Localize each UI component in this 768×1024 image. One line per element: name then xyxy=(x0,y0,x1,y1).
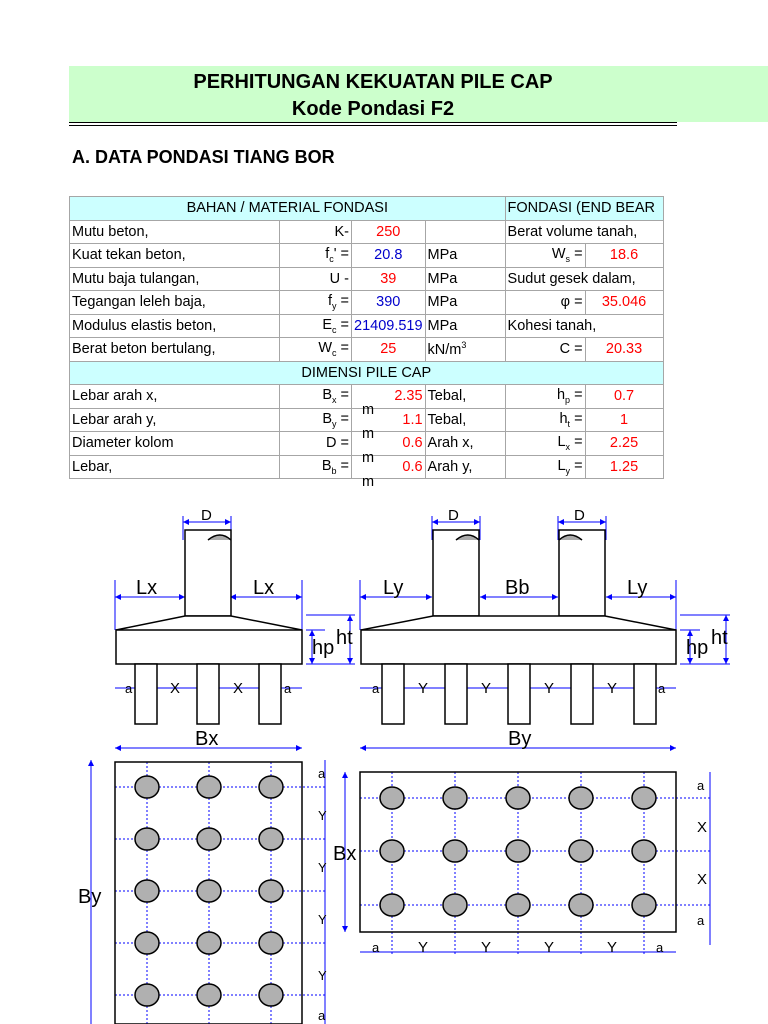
label-bb: Bb xyxy=(505,577,530,599)
label-bx: Bx xyxy=(333,843,357,865)
pile-circle xyxy=(259,984,283,1006)
title-rule-bottom xyxy=(69,125,677,126)
label-ly: Ly xyxy=(383,577,404,599)
label-ly: Ly xyxy=(627,577,648,599)
label-d: D xyxy=(201,507,212,524)
cell-unit: MPa xyxy=(425,291,505,315)
label-x: X xyxy=(170,680,181,697)
cell-value: 0.6 xyxy=(352,432,426,456)
cell-label: Arah y, xyxy=(425,455,505,479)
cell-symbol: D = xyxy=(280,432,352,456)
cell-unit: m xyxy=(362,474,375,490)
pile-circle xyxy=(135,776,159,798)
cell-value: 1.1 xyxy=(352,408,426,432)
label-a: a xyxy=(372,681,380,696)
cell-value: 35.046 xyxy=(585,291,663,315)
cell-value: 0.7 xyxy=(585,385,663,409)
label-by: By xyxy=(508,728,532,750)
pile-circle xyxy=(135,984,159,1006)
label-y: Y xyxy=(481,680,492,697)
cell-symbol: $B_y$ = xyxy=(280,408,352,432)
label-a: a xyxy=(318,1008,326,1023)
title-rule-top xyxy=(69,122,677,123)
pile-circle xyxy=(443,894,467,916)
pile-circle xyxy=(197,932,221,954)
cell-unit: MPa xyxy=(425,314,505,338)
table-row xyxy=(70,267,664,291)
cell-label: Lebar, xyxy=(70,455,280,479)
cell-label: Tebal, xyxy=(425,408,505,432)
cell-label: Lebar arah y, xyxy=(70,408,280,432)
pile-circle xyxy=(259,828,283,850)
dimension-header: DIMENSI PILE CAP xyxy=(70,361,664,385)
cell-value: 0.6 xyxy=(352,455,426,479)
cell-unit: m xyxy=(362,426,375,442)
cell-unit: $kN/m^3$ xyxy=(425,338,505,362)
label-y: Y xyxy=(318,968,327,983)
page-title: PERHITUNGAN KEKUATAN PILE CAP xyxy=(193,71,553,93)
page-subtitle: Kode Pondasi F2 xyxy=(291,98,455,120)
label-y: Y xyxy=(418,939,429,956)
unit-column xyxy=(362,398,374,494)
cell-label: Mutu beton, xyxy=(70,220,280,244)
pile-circle xyxy=(135,828,159,850)
label-a: a xyxy=(284,681,292,696)
pile-circle xyxy=(443,787,467,809)
cell-symbol: K- xyxy=(280,220,352,244)
cell-label: Diameter kolom xyxy=(70,432,280,456)
cell-symbol: $E_c$ = xyxy=(280,314,352,338)
pile-circle xyxy=(506,894,530,916)
pile-circle xyxy=(197,984,221,1006)
cell-symbol: $B_x$ = xyxy=(280,385,352,409)
table-row xyxy=(70,291,664,315)
cell-label: Berat volume tanah, xyxy=(505,220,663,244)
material-header: BAHAN / MATERIAL FONDASI xyxy=(70,197,506,221)
label-y: Y xyxy=(607,939,618,956)
cell-symbol: $B_b$ = xyxy=(280,455,352,479)
label-a: a xyxy=(656,940,664,955)
pile-circle xyxy=(632,894,656,916)
label-ht: ht xyxy=(711,627,728,649)
pile-circle xyxy=(569,787,593,809)
label-y: Y xyxy=(544,680,555,697)
label-y: Y xyxy=(607,680,618,697)
pile-circle xyxy=(443,840,467,862)
cell-symbol: $W_c$ = xyxy=(280,338,352,362)
label-d: D xyxy=(448,507,459,524)
label-hp: hp xyxy=(686,637,709,659)
cell-label: Tegangan leleh baja, xyxy=(70,291,280,315)
cell-unit: m xyxy=(362,402,375,418)
cell-symbol: $h_p$ = xyxy=(505,385,585,409)
cell-value: 18.6 xyxy=(585,244,663,268)
cell-value: 390 xyxy=(352,291,426,315)
pile-circle xyxy=(569,894,593,916)
pile-circle xyxy=(259,776,283,798)
cell-label: Sudut gesek dalam, xyxy=(505,267,663,291)
cell-label: Modulus elastis beton, xyxy=(70,314,280,338)
label-by: By xyxy=(78,886,102,908)
cell-unit: MPa xyxy=(425,244,505,268)
pile-circle xyxy=(197,776,221,798)
cell-label: Arah x, xyxy=(425,432,505,456)
cell-symbol: $h_t$ = xyxy=(505,408,585,432)
label-lx: Lx xyxy=(253,577,275,599)
pile-circle xyxy=(506,840,530,862)
label-ht: ht xyxy=(336,627,353,649)
cell-symbol: $W_s$ = xyxy=(505,244,585,268)
cell-label: Mutu baja tulangan, xyxy=(70,267,280,291)
table-row xyxy=(70,314,664,338)
cell-symbol: $L_x$ = xyxy=(505,432,585,456)
label-y: Y xyxy=(418,680,429,697)
pile-circle xyxy=(506,787,530,809)
cell-value: 2.35 xyxy=(352,385,426,409)
table-row xyxy=(70,338,664,362)
pile-circle xyxy=(380,787,404,809)
cell-value: 1 xyxy=(585,408,663,432)
label-x: X xyxy=(697,819,708,836)
pile-circle xyxy=(632,840,656,862)
cell-symbol: C = xyxy=(505,338,585,362)
pile-circle xyxy=(259,932,283,954)
pile-circle xyxy=(135,880,159,902)
foundation-header: FONDASI (END BEAR xyxy=(505,197,663,221)
cell-label: Tebal, xyxy=(425,385,505,409)
label-y: Y xyxy=(481,939,492,956)
cell-symbol: U - xyxy=(280,267,352,291)
cell-value: 25 xyxy=(352,338,426,362)
cell-label: Berat beton bertulang, xyxy=(70,338,280,362)
cell-value: 250 xyxy=(352,220,426,244)
label-y: Y xyxy=(318,912,327,927)
pile-circle xyxy=(197,828,221,850)
label-a: a xyxy=(658,681,666,696)
cell-symbol: $f_y$ = xyxy=(280,291,352,315)
cell-label: Lebar arah x, xyxy=(70,385,280,409)
label-y: Y xyxy=(544,939,555,956)
label-bx: Bx xyxy=(195,728,219,750)
label-d: D xyxy=(574,507,585,524)
cell-symbol: $f_c'$ = xyxy=(280,244,352,268)
label-lx: Lx xyxy=(136,577,158,599)
cell-label: Kuat tekan beton, xyxy=(70,244,280,268)
cell-value: 20.8 xyxy=(352,244,426,268)
table-row xyxy=(70,220,664,244)
pile-circle xyxy=(197,880,221,902)
pile-cap-drawing xyxy=(0,500,768,1024)
label-x: X xyxy=(697,871,708,888)
label-x: X xyxy=(233,680,244,697)
cell-value: 1.25 xyxy=(585,455,663,479)
elevation-y xyxy=(361,530,676,724)
cell-value: 2.25 xyxy=(585,432,663,456)
pile-circles xyxy=(135,776,656,1006)
section-heading: A. DATA PONDASI TIANG BOR xyxy=(72,147,335,167)
label-hp: hp xyxy=(312,637,335,659)
pile-circle xyxy=(569,840,593,862)
cell-value: 39 xyxy=(352,267,426,291)
label-a: a xyxy=(318,766,326,781)
cell-symbol: φ = xyxy=(505,291,585,315)
label-a: a xyxy=(125,681,133,696)
label-a: a xyxy=(697,913,705,928)
label-a: a xyxy=(697,778,705,793)
cell-symbol: $L_y$ = xyxy=(505,455,585,479)
pile-circle xyxy=(380,894,404,916)
label-a: a xyxy=(372,940,380,955)
pile-circle xyxy=(380,840,404,862)
label-y: Y xyxy=(318,860,327,875)
pile-circle xyxy=(632,787,656,809)
cell-value: 21409.519 xyxy=(352,314,426,338)
cell-unit: m xyxy=(362,450,375,466)
cell-unit xyxy=(425,220,505,244)
label-y: Y xyxy=(318,808,327,823)
cell-unit: MPa xyxy=(425,267,505,291)
pile-circle xyxy=(259,880,283,902)
table-row xyxy=(70,244,664,268)
pile-circle xyxy=(135,932,159,954)
cell-label: Kohesi tanah, xyxy=(505,314,663,338)
elevation-x xyxy=(116,530,302,724)
cell-value: 20.33 xyxy=(585,338,663,362)
